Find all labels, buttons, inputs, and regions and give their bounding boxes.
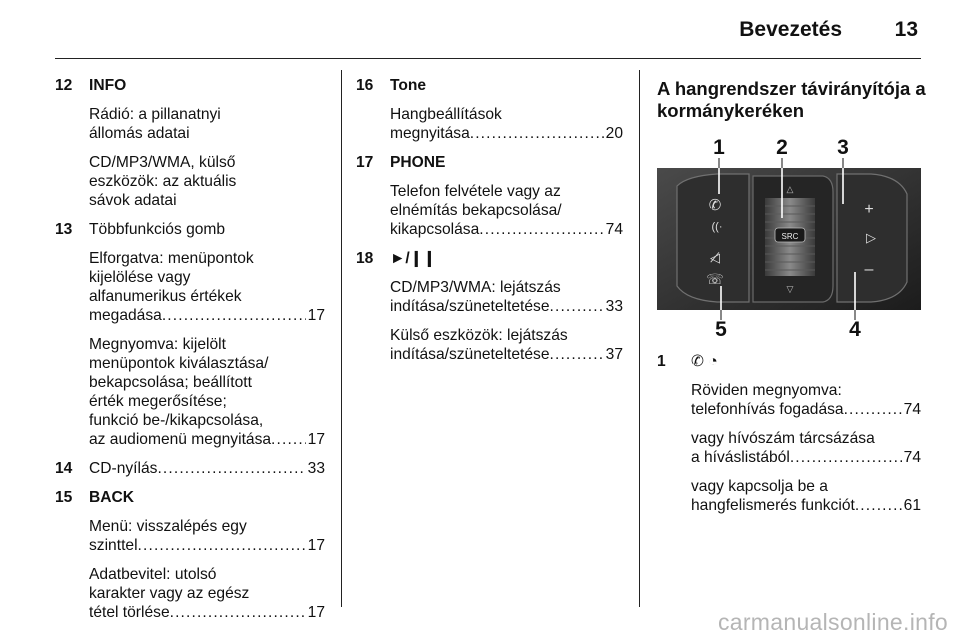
entry-17 [356,153,623,239]
text-line: Telefon felvétele vagy az [390,183,561,200]
page-ref: 17 [307,431,325,448]
toc-text: a híváslistából [691,449,790,466]
page-ref: 17 [307,604,325,621]
page-header-title: Bevezetés [739,18,842,41]
text-line: Külső eszközök: lejátszás [390,327,568,344]
toc-text: szinttel [89,537,138,554]
column-divider-2 [639,70,640,607]
text-line: vagy kapcsolja be a [691,478,828,495]
toc-line [691,496,921,515]
src-label: SRC [781,232,799,241]
callout-3: 3 [837,136,849,159]
entry-label: Többfunkciós gomb [89,221,226,238]
header-rule [55,58,921,59]
toc-text: indítása/szüneteltetése [390,298,550,315]
entry-16 [356,76,623,143]
text-line: Hangbeállítások [390,106,502,123]
entry-label: BACK [89,489,135,506]
phone-icon: ✆ [691,353,705,370]
text-line: CD/MP3/WMA: lejátszás [390,279,561,296]
arrow-down-icon: ▽ [786,284,794,294]
entry-number: 16 [356,77,374,94]
callout-4: 4 [849,318,861,340]
toc-line [89,536,325,555]
column-divider-1 [341,70,342,607]
page-ref: 37 [605,346,623,363]
entry-12 [55,76,325,210]
minus-icon: – [864,261,874,278]
callout-1: 1 [713,136,725,159]
page-ref: 33 [605,298,623,315]
page-ref: 33 [307,460,325,477]
text-line: elnémítás bekapcsolása/ [390,202,562,219]
entry-number: 17 [356,154,374,171]
toc-text: indítása/szüneteltetése [390,346,550,363]
phone-voice-icons [691,352,921,371]
toc-line [390,220,623,239]
toc-line [89,459,325,478]
text-line: Menü: visszalépés egy [89,518,247,535]
page-ref: 74 [903,401,921,418]
speaker-icon: ▷ [866,230,876,245]
page-ref: 20 [605,125,623,142]
phone-icon: ✆ [708,197,722,214]
text-line: Megnyomva: kijelölt [89,336,226,353]
toc-text: megnyitása [390,125,470,142]
arrow-up-icon: △ [786,184,794,194]
entry-number: 15 [55,489,73,506]
entry-label: PHONE [390,154,446,171]
toc-line [691,448,921,467]
text-line: sávok adatai [89,192,177,209]
steering-wheel-controls-figure [657,136,921,340]
watermark: carmanualsonline.info [717,609,948,635]
text-line: Rádió: a pillanatnyi [89,106,221,123]
page-ref: 61 [903,497,921,514]
text-line: CD/MP3/WMA, külső [89,154,236,171]
text-line: eszközök: az aktuális [89,173,237,190]
toc-text: telefonhívás fogadása [691,401,844,418]
toc-line [390,345,623,364]
text-line: állomás adatai [89,125,190,142]
entry-15 [55,488,325,622]
column-3 [657,78,926,122]
callout-2: 2 [776,136,788,159]
toc-line [390,297,623,316]
toc-line [89,306,325,325]
text-line: funkció be-/kikapcsolása, [89,412,264,429]
text-line: menüpontok kiválasztása/ [89,355,269,372]
text-line: érték megerősítése; [89,393,227,410]
entry-number: 14 [55,460,73,477]
toc-line [89,603,325,622]
toc-text: kikapcsolása [390,221,480,238]
toc-text: hangfelismerés funkciót [691,497,855,514]
page-ref: 74 [903,449,921,466]
section-title: kormánykeréken [657,100,805,121]
text-line: bekapcsolása; beállított [89,374,252,391]
entry-number: 18 [356,250,374,267]
toc-text: megadása [89,307,162,324]
mute-icon: ◁̸ [710,250,720,265]
entry-13 [55,220,325,449]
text-line: Röviden megnyomva: [691,382,842,399]
plus-icon: + [864,201,874,218]
toc-line [89,430,325,449]
toc-text: CD-nyílás [89,460,158,477]
entry-number: 12 [55,77,73,94]
text-line: karakter vagy az egész [89,585,250,602]
section-title: A hangrendszer távirányítója a [657,78,926,99]
toc-text: tétel törlése [89,604,170,621]
play-pause-symbol: ►/❙❙ [390,250,436,267]
entry-number: 1 [657,353,666,370]
toc-line [390,124,623,143]
page-ref: 17 [307,537,325,554]
voice-icon: ((· [711,221,723,233]
column-1 [55,76,325,622]
text-line: vagy hívószám tárcsázása [691,430,875,447]
entry-1 [657,352,921,515]
voice-icon: ◔ [708,353,718,370]
text-line: kijelölése vagy [89,269,191,286]
toc-line [691,400,921,419]
entry-label: Tone [390,77,427,94]
page-ref: 17 [307,307,325,324]
page-number: 13 [894,18,918,41]
text-line: Adatbevitel: utolsó [89,566,217,583]
text-line: alfanumerikus értékek [89,288,242,305]
text-line: Elforgatva: menüpontok [89,250,254,267]
entry-label: INFO [89,77,127,94]
entry-14 [55,459,325,478]
column-3-entries [657,352,921,515]
callout-5: 5 [715,318,727,340]
toc-text: az audiomenü megnyitása [89,431,272,448]
page-ref: 74 [605,221,623,238]
entry-18 [356,249,623,364]
hang-up-icon: ☏ [706,271,724,287]
entry-number: 13 [55,221,73,238]
column-2 [356,76,623,364]
